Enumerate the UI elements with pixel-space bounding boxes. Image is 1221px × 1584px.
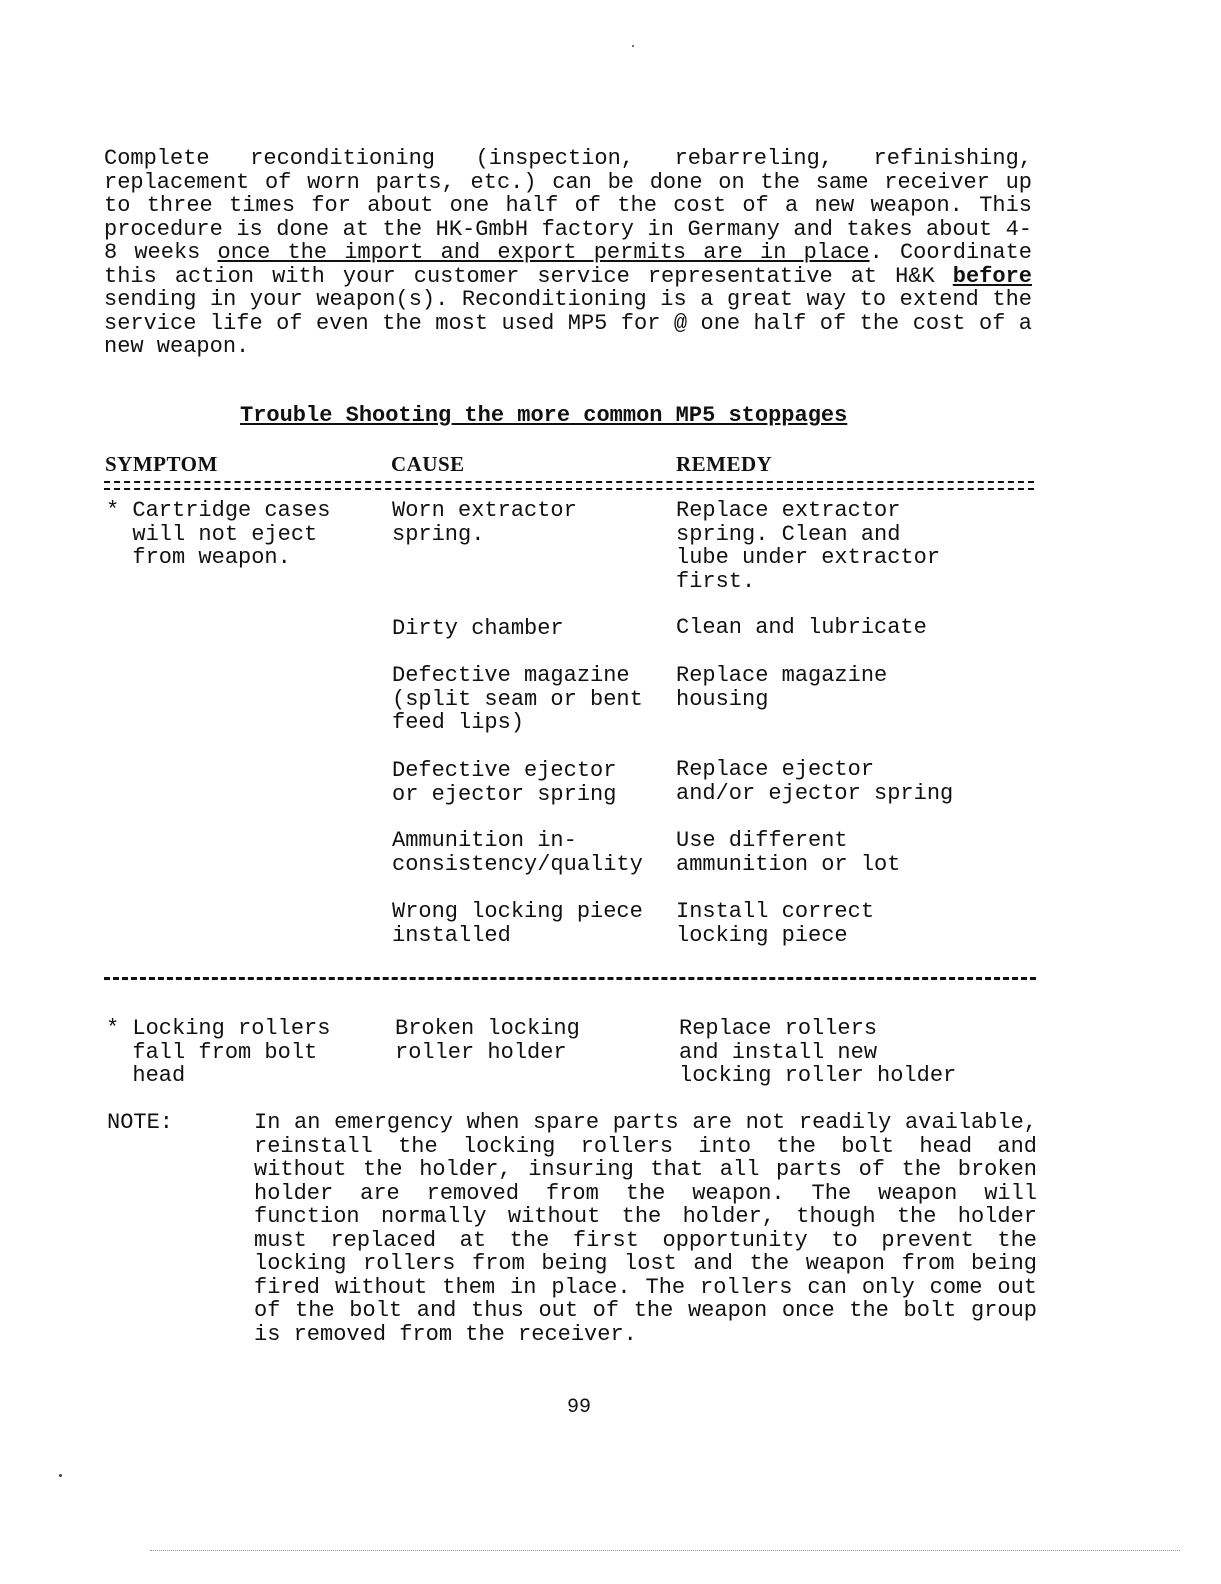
remedy-cell: Replace magazine housing — [676, 663, 888, 712]
symptom-locking-rollers: * Locking rollers fall from bolt head — [106, 1016, 331, 1088]
note-label: NOTE: — [107, 1110, 174, 1135]
page-number: 99 — [566, 1396, 591, 1419]
cause-cell: Wrong locking piece installed — [392, 899, 643, 948]
remedy-cell: Use different ammunition or lot — [676, 828, 901, 877]
scan-speck — [632, 45, 634, 47]
remedy-cell: Clean and lubricate — [676, 615, 927, 640]
cause-header: CAUSE — [391, 452, 465, 476]
symptom-header: SYMPTOM — [105, 452, 218, 476]
note-text: In an emergency when spare parts are not readily available, reinstall the locking rollers into the bolt head and without the holder, insuring that all parts of the broken holder are removed from the weapon. The weapon will function normally without the holder, though the holder must replaced at the first opportunity to prevent the locking rollers from being lost and the weapon from being fired without them in place. The rollers can only come out of the bolt and thus out of the weapon once the bolt group is removed from the receiver. — [254, 1110, 1037, 1347]
intro-text-2: . Coordinate this action with your customer service representative at H&K — [104, 240, 1032, 289]
remedy-cell: Replace ejector and/or ejector spring — [676, 757, 954, 806]
cause-cell: Defective ejector or ejector spring — [392, 758, 617, 807]
cause-cell: Defective magazine (split seam or bent feed lips) — [392, 663, 643, 735]
remedy-cell: Replace extractor spring. Clean and lube under extractor first. — [676, 498, 941, 594]
cause-cell: Ammunition in- consistency/quality — [392, 828, 643, 877]
before-emphasis-text: before — [952, 263, 1032, 289]
symptom-cartridge-cases: * Cartridge cases will not eject from weapon. — [106, 498, 331, 570]
table-title: Trouble Shooting the more common MP5 stoppages — [240, 403, 848, 428]
scan-artifact-line — [150, 1550, 1180, 1551]
scan-speck — [59, 1474, 62, 1477]
header-double-rule — [104, 481, 1034, 490]
intro-text-1: Complete reconditioning (inspection, rebarreling, refinishing, replacement of worn parts, etc.) can be done on the same receiver up to three times for about one half of the cost of a new weapon. This procedure is done at the HK-GmbH factory in Germany and takes about 4-8 weeks — [104, 146, 1032, 265]
remedy-cell: Replace rollers and install new locking roller holder — [679, 1016, 957, 1088]
group-separator-rule — [104, 977, 1036, 980]
cause-cell: Dirty chamber — [392, 616, 564, 641]
intro-text-3: sending in your weapon(s). Reconditioning is a great way to extend the service life of even the most used MP5 for @ one half of the cost of a new weapon. — [104, 287, 1032, 359]
intro-paragraph — [104, 147, 1032, 359]
cause-cell: Broken locking roller holder — [395, 1016, 580, 1065]
cause-cell: Worn extractor spring. — [392, 498, 577, 547]
permits-underlined-text: once the import and export permits are in place — [217, 240, 870, 265]
remedy-header: REMEDY — [676, 452, 773, 476]
remedy-cell: Install correct locking piece — [676, 899, 875, 948]
